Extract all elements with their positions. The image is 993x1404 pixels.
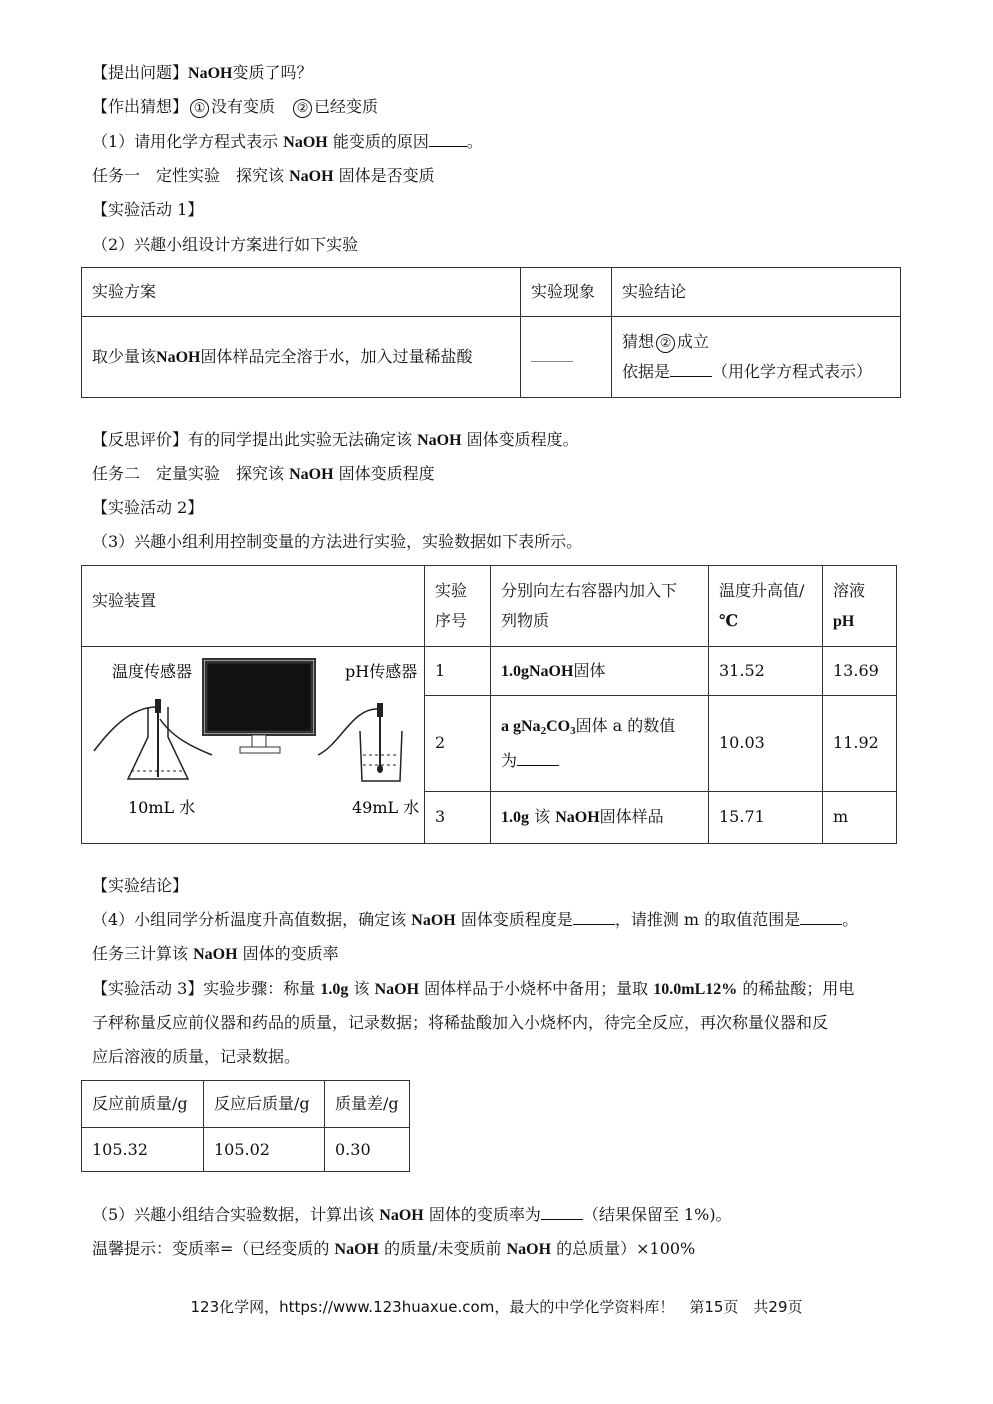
substance-cell: 1.0gNaOH固体 — [491, 647, 709, 696]
header-cell: 反应前质量/g — [82, 1081, 204, 1128]
blank — [573, 908, 615, 925]
header-cell: 实验现象 — [521, 268, 612, 317]
temp-cell: 15.71 — [709, 791, 823, 843]
row-number: 1 — [425, 647, 491, 696]
monitor-stand — [252, 735, 266, 747]
q5-line: （5）兴趣小组结合实验数据，计算出该 NaOH 固体的变质率为 （结果保留至 1%)。 — [92, 1205, 732, 1224]
right-cable — [318, 709, 380, 755]
tip-line: 温馨提示：变质率=（已经变质的 NaOH 的质量/未变质前 NaOH 的总质量）×100% — [92, 1239, 696, 1258]
ph-cell: 13.69 — [823, 647, 897, 696]
header-cell: 实验装置 — [82, 566, 425, 647]
activity3-line-2: 子秤称量反应前仪器和药品的质量，记录数据；将稀盐酸加入小烧杯内，待完全反应，再次称量仪器和反 — [92, 1013, 829, 1032]
temp-cell: 10.03 — [709, 696, 823, 791]
ph-sensor-label: pH传感器 — [345, 662, 418, 681]
ph-cell: 11.92 — [823, 696, 897, 791]
experiment-table-2 — [81, 565, 897, 844]
q2-line: （2）兴趣小组设计方案进行如下实验 — [92, 235, 359, 254]
apparatus-diagram — [82, 647, 424, 843]
activity3-line: 【实验活动 3】实验步骤：称量 1.0g 该 NaOH 固体样品于小烧杯中备用；量取 10.0mL12% 的稀盐酸；用电 — [92, 979, 855, 998]
temperature-sensor-label: 温度传感器 — [112, 662, 193, 681]
q1-line: （1）请用化学方程式表示 NaOH 能变质的原因 。 — [92, 132, 483, 151]
method-cell: 取少量该NaOH固体样品完全溶于水，加入过量稀盐酸 — [82, 317, 521, 398]
monitor-base — [240, 747, 280, 753]
header-cell: 实验 序号 — [425, 566, 491, 647]
header-cell: 温度升高值/ ℃ — [709, 566, 823, 647]
header-cell: 分别向左右容器内加入下 列物质 — [491, 566, 709, 647]
substance-cell: a $gNa_2CO_3$固体 a 的数值 为 — [491, 696, 709, 791]
task1-line: 任务一 定性实验 探究该 NaOH 固体是否变质 — [92, 166, 435, 185]
header-cell: 溶液 pH — [823, 566, 897, 647]
activity3-line-3: 应后溶液的质量，记录数据。 — [92, 1047, 301, 1066]
apparatus-cell — [82, 647, 425, 844]
monitor-screen — [206, 662, 312, 732]
q3-line: （3）兴趣小组利用控制变量的方法进行实验，实验数据如下表所示。 — [92, 532, 583, 551]
header-cell: 实验结论 — [612, 268, 901, 317]
ph-probe-bulb — [377, 765, 383, 773]
blank — [531, 345, 573, 362]
header-cell: 反应后质量/g — [204, 1081, 325, 1128]
row-number: 3 — [425, 791, 491, 843]
temp-probe-head — [155, 699, 161, 713]
hypothesis-line: 【作出猜想】 ① 没有变质 ② 已经变质 — [92, 97, 379, 116]
value-cell: 0.30 — [325, 1128, 410, 1172]
blank — [429, 130, 467, 147]
right-volume-label: 49mL 水 — [352, 798, 420, 817]
experiment-table-1 — [81, 267, 901, 398]
question-line: 【提出问题】NaOH变质了吗？ — [92, 63, 313, 82]
ph-probe-head — [377, 703, 383, 717]
task3-line: 任务三计算该 NaOH 固体的变质率 — [92, 944, 339, 963]
page-footer: 123化学网，https://www.123huaxue.com，最大的中学化学资料库！ 第15页 共29页 — [190, 1298, 803, 1316]
row-number: 2 — [425, 696, 491, 791]
blank — [541, 1203, 583, 1220]
left-volume-label: 10mL 水 — [128, 798, 196, 817]
phenomenon-cell — [521, 317, 612, 398]
conclusion-cell: 猜想 ② 成立 依据是 （用化学方程式表示） — [612, 317, 901, 398]
activity2-heading: 【实验活动 2】 — [92, 498, 204, 517]
value-cell: 105.02 — [204, 1128, 325, 1172]
blank — [800, 908, 842, 925]
header-cell: 质量差/g — [325, 1081, 410, 1128]
q4-line: （4）小组同学分析温度升高值数据，确定该 NaOH 固体变质程度是 ，请推测 m 的取值范围是 。 — [92, 910, 859, 929]
activity1-heading: 【实验活动 1】 — [92, 200, 204, 219]
substance-cell: 1.0g 该 NaOH固体样品 — [491, 791, 709, 843]
ph-cell: m — [823, 791, 897, 843]
blank — [670, 360, 712, 377]
task2-line: 任务二 定量实验 探究该 NaOH 固体变质程度 — [92, 464, 435, 483]
reflection-line: 【反思评价】有的同学提出此实验无法确定该 NaOH 固体变质程度。 — [92, 430, 579, 449]
value-cell: 105.32 — [82, 1128, 204, 1172]
conclusion-heading: 【实验结论】 — [92, 876, 189, 895]
temp-cell: 31.52 — [709, 647, 823, 696]
header-cell: 实验方案 — [82, 268, 521, 317]
mass-table — [81, 1080, 410, 1172]
blank — [517, 749, 559, 766]
